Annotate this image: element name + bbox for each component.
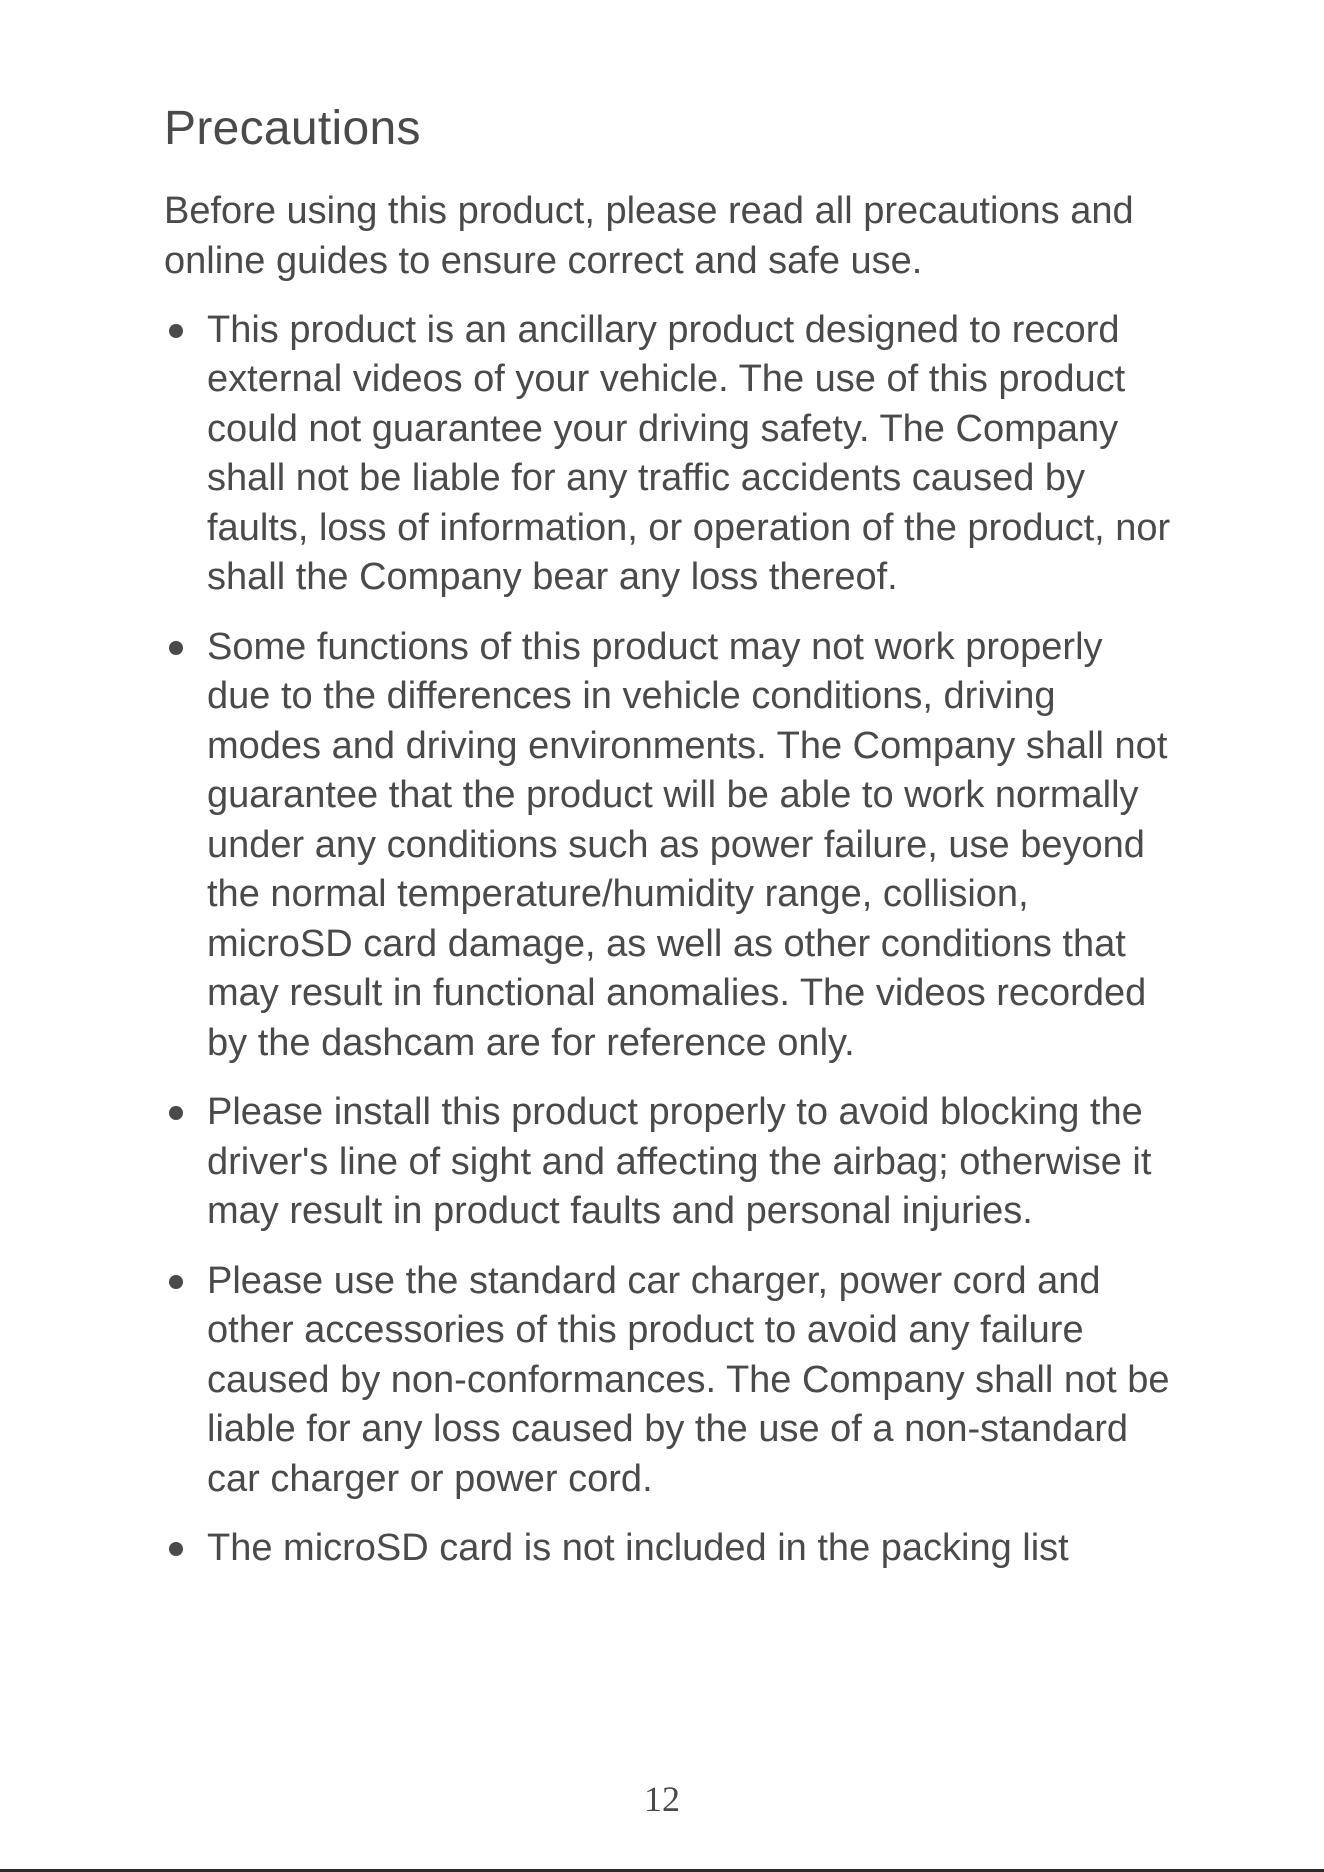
list-item — [164, 1524, 1174, 1574]
list-item-text: Please use the standard car charger, power cord and other accessories of this product to avoid any failure caused by non-conformances. The Company shall not be liable for any loss caused by the use of a non-standard car charger or power cord. — [207, 1259, 1170, 1500]
bullet-icon — [169, 641, 183, 655]
page-title: Precautions — [164, 102, 421, 155]
list-item — [164, 1257, 1174, 1505]
bullet-icon — [169, 324, 183, 338]
list-item-text: Please install this product properly to avoid blocking the driver's line of sight and affecting the airbag; otherwise it may result in product faults and personal injuries. — [207, 1091, 1152, 1233]
intro-paragraph: Before using this product, please read all precautions and online guides to ensure correct and safe use. — [164, 189, 1134, 282]
bullet-icon — [169, 1106, 183, 1120]
list-item-text: The microSD card is not included in the packing list — [207, 1527, 1069, 1570]
precautions-list — [164, 306, 1174, 1574]
list-item-text: Some functions of this product may not work properly due to the differences in vehicle conditions, driving modes and driving environments. The Company shall not guarantee that the product will be able to work normally under any conditions such as power failure, use beyond the normal temperature/humidity range, collision, microSD card damage, as well as other conditions that may result in functional anomalies. The videos recorded by the dashcam are for reference only. — [207, 625, 1168, 1064]
page-number: 12 — [644, 1779, 680, 1819]
bullet-icon — [169, 1542, 183, 1556]
list-item — [164, 623, 1174, 1069]
bullet-icon — [169, 1275, 183, 1289]
document-page — [164, 100, 1174, 1594]
list-item — [164, 306, 1174, 603]
list-item — [164, 1088, 1174, 1237]
list-item-text: This product is an ancillary product designed to record external videos of your vehicle. The use of this product could not guarantee your driving safety. The Company shall not be liable for any traffic accidents caused by faults, loss of information, or operation of the product, nor shall the Company bear any loss thereof. — [207, 308, 1171, 599]
